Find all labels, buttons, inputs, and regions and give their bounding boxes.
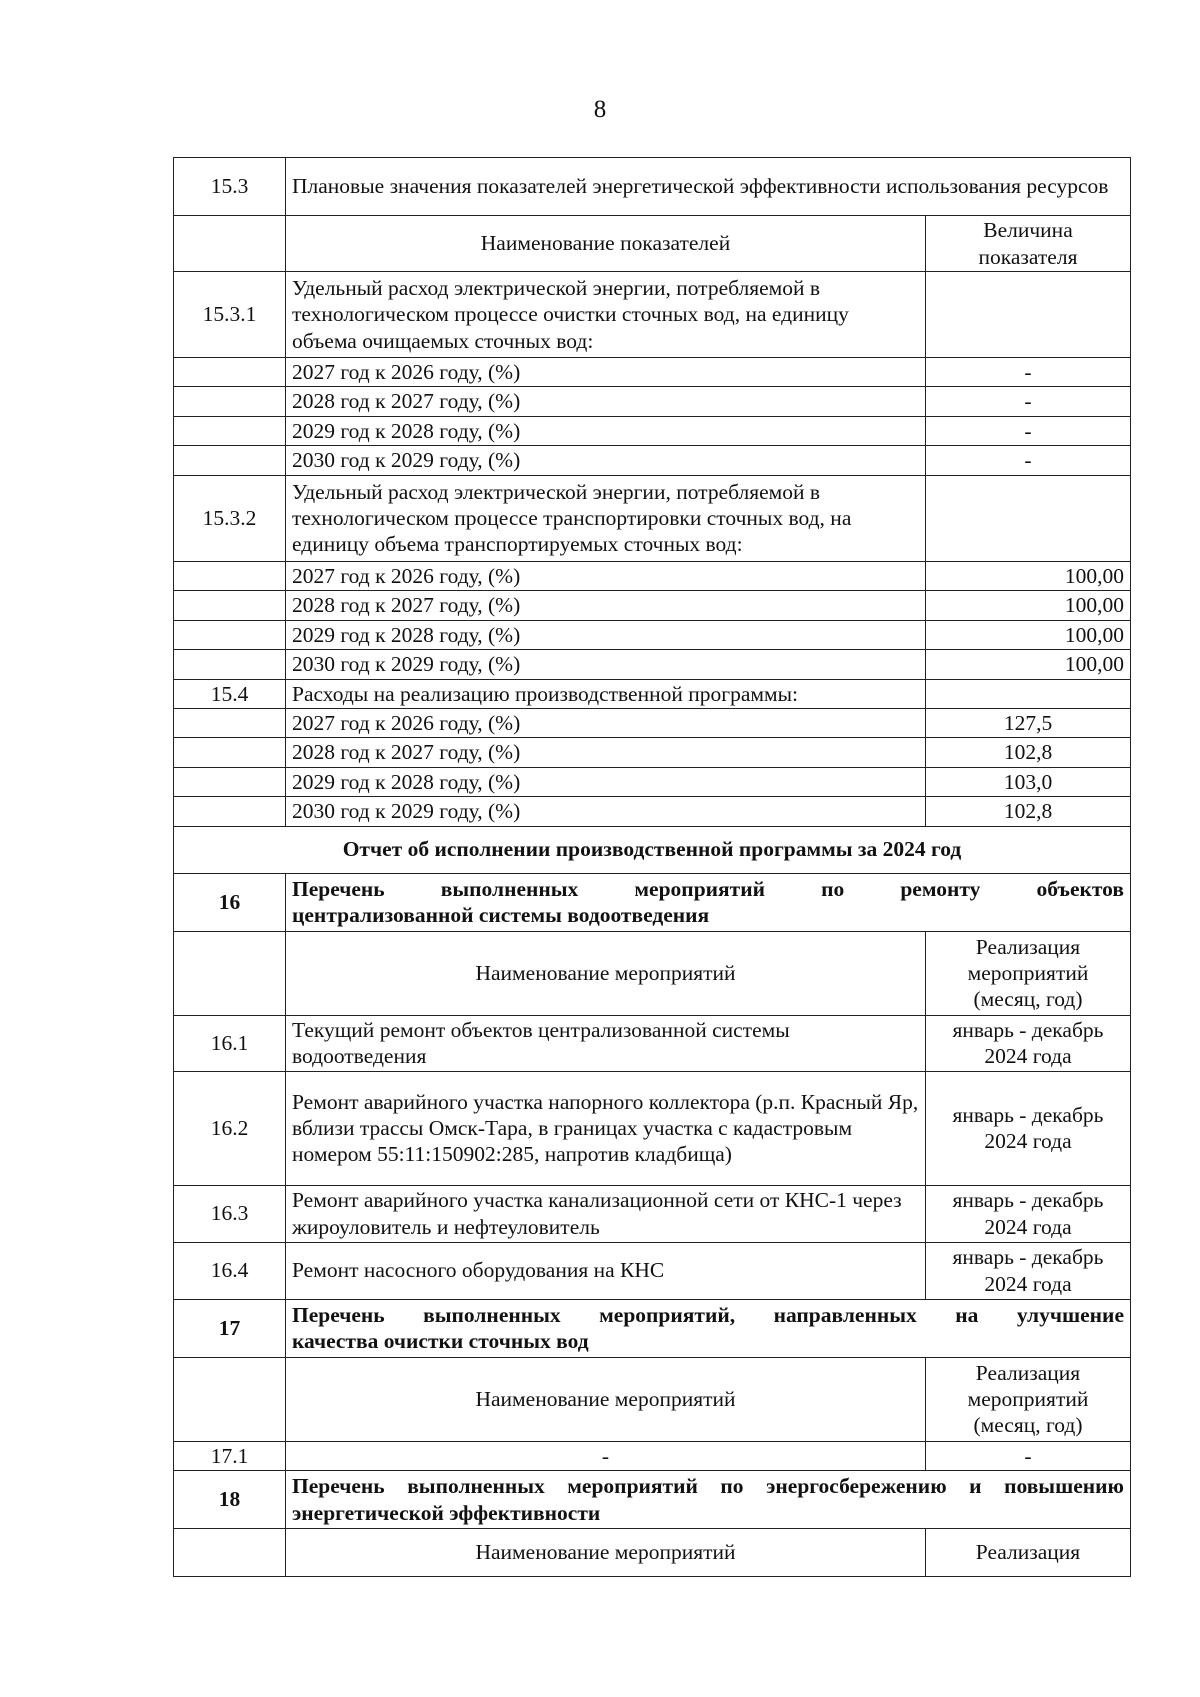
event-name-header: Наименование мероприятий: [286, 1357, 926, 1441]
indicator-value: 100,00: [926, 561, 1131, 590]
table-row: [174, 1015, 1131, 1071]
event-name: Ремонт аварийного участка напорного коллектора (р.п. Красный Яр, вблизи трассы Омск-Тара, в границах участка с кадастровым номером 55:11:150902:285, напротив кладбища): [286, 1071, 926, 1185]
event-name-header: Наименование мероприятий: [286, 1529, 926, 1577]
indicator-value: 100,00: [926, 620, 1131, 649]
indicator-value: -: [926, 358, 1131, 387]
year-label: 2029 год к 2028 году, (%): [286, 767, 926, 796]
page-number: 8: [593, 96, 607, 123]
empty-cell: [174, 446, 286, 475]
row-number: 17.1: [174, 1441, 286, 1470]
empty-cell: [174, 216, 286, 272]
empty-cell: [174, 708, 286, 737]
empty-cell: [174, 931, 286, 1015]
indicator-value: 102,8: [926, 797, 1131, 826]
table-row: [174, 650, 1131, 679]
year-label: 2028 год к 2027 году, (%): [286, 591, 926, 620]
row-number: 16: [174, 873, 286, 931]
table-row: [174, 1185, 1131, 1242]
row-number: 17: [174, 1299, 286, 1357]
event-name: Ремонт аварийного участка канализационной сети от КНС-1 через жироуловитель и нефтеуловитель: [286, 1185, 926, 1242]
section-title-line: Перечень выполненных мероприятий, направленных на улучшение: [292, 1302, 1124, 1327]
year-label: 2030 год к 2029 году, (%): [286, 650, 926, 679]
table-row: [174, 797, 1131, 826]
event-name-header: Наименование мероприятий: [286, 931, 926, 1015]
indicator-value: 127,5: [926, 708, 1131, 737]
section-title-line: Перечень выполненных мероприятий по энергосбережению и повышению: [292, 1474, 1124, 1499]
row-number: 15.3: [174, 158, 286, 216]
indicator-value-header: Величина показателя: [926, 216, 1131, 272]
empty-cell: [174, 591, 286, 620]
table-row: [174, 767, 1131, 796]
indicator-value: 102,8: [926, 738, 1131, 767]
indicator-header-row: [174, 216, 1131, 272]
section-18-row: [174, 1471, 1131, 1529]
event-name: Текущий ремонт объектов централизованной системы водоотведения: [286, 1015, 926, 1071]
empty-cell: [174, 620, 286, 649]
empty-cell: [174, 358, 286, 387]
table-row: [174, 591, 1131, 620]
section-15-4-row: [174, 679, 1131, 708]
event-period: январь - декабрь 2024 года: [926, 1015, 1131, 1071]
report-title: Отчет об исполнении производственной программы за 2024 год: [174, 826, 1131, 873]
empty-cell: [926, 272, 1131, 358]
event-header-row: [174, 1529, 1131, 1577]
event-realization-header: Реализация мероприятий (месяц, год): [926, 931, 1131, 1015]
table-row: [174, 620, 1131, 649]
section-title: [286, 1299, 1131, 1357]
event-period: январь - декабрь 2024 года: [926, 1071, 1131, 1185]
empty-cell: [174, 650, 286, 679]
event-period: январь - декабрь 2024 года: [926, 1185, 1131, 1242]
row-number: 15.3.2: [174, 475, 286, 561]
row-number: 16.1: [174, 1015, 286, 1071]
table-row: [174, 561, 1131, 590]
year-label: 2030 год к 2029 году, (%): [286, 446, 926, 475]
indicator-value: -: [926, 387, 1131, 416]
event-name: -: [286, 1441, 926, 1470]
section-15-3-1-row: [174, 272, 1131, 358]
indicator-title: Расходы на реализацию производственной программы:: [286, 679, 926, 708]
empty-cell: [926, 475, 1131, 561]
section-title-line: качества очистки сточных вод: [292, 1329, 589, 1354]
empty-cell: [174, 387, 286, 416]
table-row: [174, 1242, 1131, 1299]
empty-cell: [174, 416, 286, 445]
section-16-row: [174, 873, 1131, 931]
row-number: 18: [174, 1471, 286, 1529]
empty-cell: [174, 1529, 286, 1577]
section-17-row: [174, 1299, 1131, 1357]
table-row: [174, 1071, 1131, 1185]
indicator-value: 100,00: [926, 591, 1131, 620]
empty-cell: [174, 797, 286, 826]
indicator-value: -: [926, 446, 1131, 475]
table-row: [174, 446, 1131, 475]
year-label: 2030 год к 2029 году, (%): [286, 797, 926, 826]
section-title: [286, 873, 1131, 931]
empty-cell: [174, 1357, 286, 1441]
year-label: 2029 год к 2028 году, (%): [286, 416, 926, 445]
event-period: январь - декабрь 2024 года: [926, 1242, 1131, 1299]
year-label: 2027 год к 2026 году, (%): [286, 708, 926, 737]
event-realization-header: Реализация мероприятий (месяц, год): [926, 1357, 1131, 1441]
indicator-value: 100,00: [926, 650, 1131, 679]
event-header-row: [174, 1357, 1131, 1441]
empty-cell: [174, 561, 286, 590]
event-realization-header: Реализация: [926, 1529, 1131, 1577]
row-number: 15.3.1: [174, 272, 286, 358]
empty-cell: [174, 767, 286, 796]
indicator-value: 103,0: [926, 767, 1131, 796]
year-label: 2028 год к 2027 году, (%): [286, 387, 926, 416]
table-row: [174, 708, 1131, 737]
section-15-3-row: [174, 158, 1131, 216]
event-period: -: [926, 1441, 1131, 1470]
empty-cell: [174, 738, 286, 767]
row-number: 16.3: [174, 1185, 286, 1242]
event-header-row: [174, 931, 1131, 1015]
indicator-name-header: Наименование показателей: [286, 216, 926, 272]
event-name: Ремонт насосного оборудования на КНС: [286, 1242, 926, 1299]
table-row: [174, 358, 1131, 387]
section-title-line: энергетической эффективности: [292, 1500, 601, 1525]
report-title-row: [174, 826, 1131, 873]
section-15-3-2-row: [174, 475, 1131, 561]
table-row: [174, 416, 1131, 445]
section-title: [286, 1471, 1131, 1529]
table-row: [174, 387, 1131, 416]
indicator-value: -: [926, 416, 1131, 445]
year-label: 2027 год к 2026 году, (%): [286, 561, 926, 590]
year-label: 2029 год к 2028 году, (%): [286, 620, 926, 649]
year-label: 2027 год к 2026 году, (%): [286, 358, 926, 387]
program-table: [173, 157, 1131, 1577]
section-title-line: Перечень выполненных мероприятий по ремонту объектов: [292, 876, 1124, 901]
row-number: 16.2: [174, 1071, 286, 1185]
section-title-line: централизованной системы водоотведения: [292, 903, 710, 928]
indicator-title: Удельный расход электрической энергии, потребляемой в технологическом процессе транспортировки сточных вод, на единицу объема транспортируемых сточных вод:: [286, 475, 926, 561]
year-label: 2028 год к 2027 году, (%): [286, 738, 926, 767]
row-number: 15.4: [174, 679, 286, 708]
table-row: [174, 1441, 1131, 1470]
indicator-title: Удельный расход электрической энергии, потребляемой в технологическом процессе очистки сточных вод, на единицу объема очищаемых сточных вод:: [286, 272, 926, 358]
empty-cell: [926, 679, 1131, 708]
row-number: 16.4: [174, 1242, 286, 1299]
table-row: [174, 738, 1131, 767]
section-title: Плановые значения показателей энергетической эффективности использования ресурсов: [286, 158, 1131, 216]
